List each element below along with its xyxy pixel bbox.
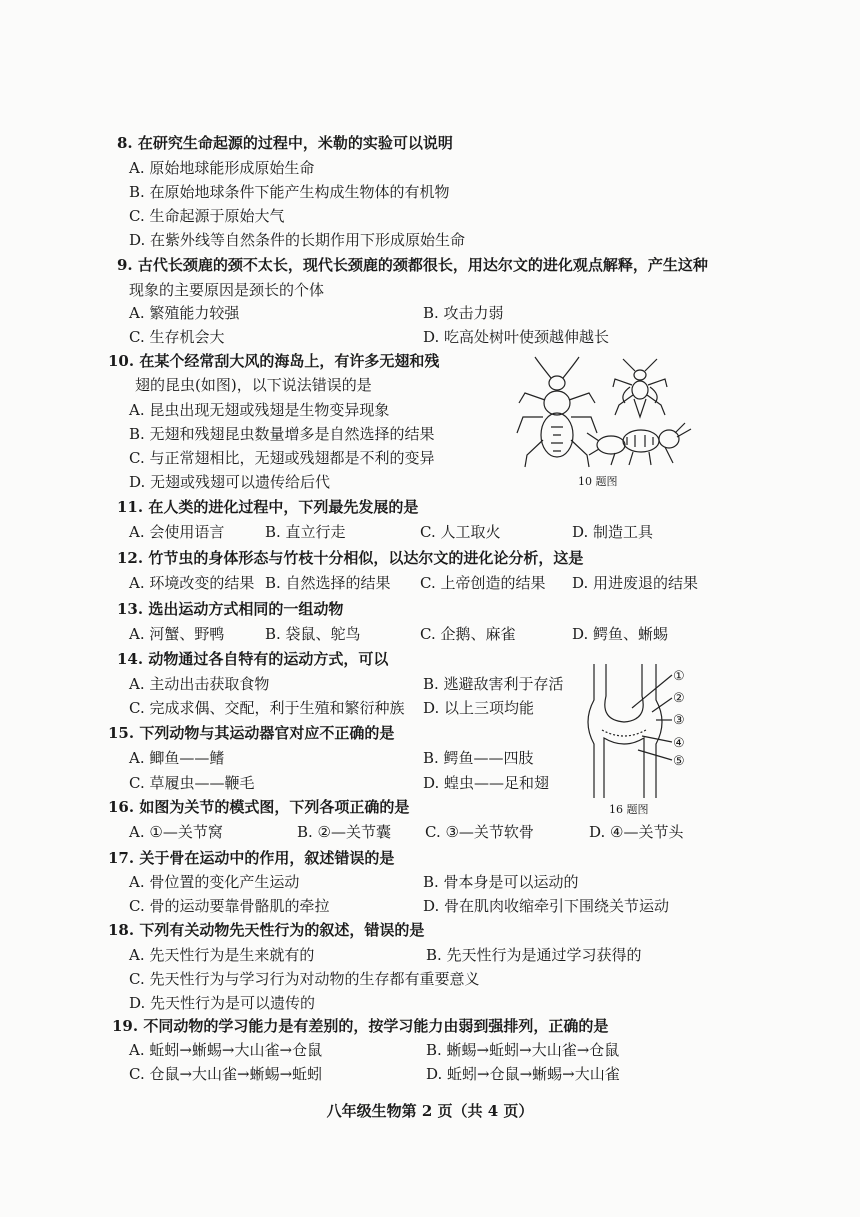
q15-option-a: A. 鲫鱼——鳍 [129,749,225,767]
q19-option-d: D. 蚯蚓→仓鼠→蜥蜴→大山雀 [426,1065,620,1083]
q19-option-b: B. 蜥蜴→蚯蚓→大山雀→仓鼠 [426,1041,620,1059]
q14-option-c: C. 完成求偶、交配，利于生殖和繁衍种族 [129,699,405,717]
joint-capsule-left [588,664,594,798]
q12-option-d: D. 用进废退的结果 [572,574,699,592]
joint-socket [604,738,644,798]
q17-option-c: C. 骨的运动要靠骨骼肌的牵拉 [129,897,330,915]
crawling-insect-icon [587,423,691,465]
q13-option-d: D. 鳄鱼、蜥蜴 [572,625,669,643]
q16-label-2: ② [673,691,685,706]
q12-option-c: C. 上帝创造的结果 [420,574,546,592]
vestigial-wing-insect-icon [613,359,667,417]
q18-option-a: A. 先天性行为是生来就有的 [129,946,315,964]
q12-stem: 12. 竹节虫的身体形态与竹枝十分相似，以达尔文的进化论分析，这是 [117,549,584,567]
q10-option-b: B. 无翅和残翅昆虫数量增多是自然选择的结果 [129,425,435,443]
q13-stem: 13. 选出运动方式相同的一组动物 [117,600,344,618]
q9-stem-line1: 9. 古代长颈鹿的颈不太长，现代长颈鹿的颈都很长，用达尔文的进化观点解释，产生这种 [117,256,708,274]
q15-stem: 15. 下列动物与其运动器官对应不正确的是 [108,724,395,742]
q9-option-d: D. 吃高处树叶使颈越伸越长 [423,328,610,346]
q9-option-b: B. 攻击力弱 [423,304,504,322]
q10-figure-caption: 10 题图 [578,475,618,488]
q9-stem-line2: 现象的主要原因是颈长的个体 [129,281,325,299]
q17-stem: 17. 关于骨在运动中的作用，叙述错误的是 [108,849,395,867]
q9-option-c: C. 生存机会大 [129,328,225,346]
q10-insects-figure [515,355,695,470]
q13-option-c: C. 企鹅、麻雀 [420,625,516,643]
q16-stem: 16. 如图为关节的模式图，下列各项正确的是 [108,798,410,816]
q11-option-c: C. 人工取火 [420,523,501,541]
q18-option-d: D. 先天性行为是可以遗传的 [129,994,316,1012]
q14-option-a: A. 主动出击获取食物 [129,675,270,693]
q19-stem: 19. 不同动物的学习能力是有差别的，按学习能力由弱到强排列，正确的是 [112,1017,609,1035]
q16-option-b: B. ②—关节囊 [297,823,392,841]
q16-label-4: ④ [673,736,685,751]
q19-option-c: C. 仓鼠→大山雀→蜥蜴→蚯蚓 [129,1065,323,1083]
q10-option-a: A. 昆虫出现无翅或残翅是生物变异现象 [129,401,390,419]
q15-option-b: B. 鳄鱼——四肢 [423,749,534,767]
q16-label-3: ③ [673,713,685,728]
q12-option-a: A. 环境改变的结果 [129,574,255,592]
q8-option-a: A. 原始地球能形成原始生命 [129,159,315,177]
q15-option-d: D. 蝗虫——足和翅 [423,774,550,792]
q18-option-b: B. 先天性行为是通过学习获得的 [426,946,642,964]
q11-option-d: D. 制造工具 [572,523,654,541]
q16-figure-caption: 16 题图 [609,803,649,816]
q8-option-c: C. 生命起源于原始大气 [129,207,285,225]
q18-option-c: C. 先天性行为与学习行为对动物的生存都有重要意义 [129,970,480,988]
joint-head [605,664,643,722]
q14-option-d: D. 以上三项均能 [423,699,535,717]
q14-option-b: B. 逃避敌害利于存活 [423,675,564,693]
q10-option-d: D. 无翅或残翅可以遗传给后代 [129,473,331,491]
q9-option-a: A. 繁殖能力较强 [129,304,240,322]
q14-stem: 14. 动物通过各自特有的运动方式，可以 [117,650,389,668]
q16-option-c: C. ③—关节软骨 [425,823,534,841]
q13-option-b: B. 袋鼠、鸵鸟 [265,625,361,643]
q18-stem: 18. 下列有关动物先天性行为的叙述，错误的是 [108,921,425,939]
q16-label-5: ⑤ [673,754,685,769]
q11-option-b: B. 直立行走 [265,523,346,541]
q17-option-d: D. 骨在肌肉收缩牵引下围绕关节运动 [423,897,670,915]
q8-option-b: B. 在原始地球条件下能产生构成生物体的有机物 [129,183,450,201]
q8-option-d: D. 在紫外线等自然条件的长期作用下形成原始生命 [129,231,466,249]
q13-option-a: A. 河蟹、野鸭 [129,625,225,643]
q12-option-b: B. 自然选择的结果 [265,574,391,592]
q15-option-c: C. 草履虫——鞭毛 [129,774,255,792]
page-footer: 八年级生物第 2 页（共 4 页） [326,1102,534,1120]
q17-option-b: B. 骨本身是可以运动的 [423,873,579,891]
q10-stem-line1: 10. 在某个经常刮大风的海岛上，有许多无翅和残 [108,352,440,370]
q16-option-a: A. ①—关节窝 [129,823,223,841]
q8-stem: 8. 在研究生命起源的过程中，米勒的实验可以说明 [117,134,453,152]
wingless-insect-icon [517,357,597,467]
q10-stem-line2: 翅的昆虫(如图)，以下说法错误的是 [135,376,372,394]
q19-option-a: A. 蚯蚓→蜥蜴→大山雀→仓鼠 [129,1041,323,1059]
q10-option-c: C. 与正常翅相比，无翅或残翅都是不利的变异 [129,449,435,467]
q11-stem: 11. 在人类的进化过程中，下列最先发展的是 [117,498,419,516]
q16-option-d: D. ④—关节头 [589,823,684,841]
q17-option-a: A. 骨位置的变化产生运动 [129,873,300,891]
q11-option-a: A. 会使用语言 [129,523,225,541]
q16-label-1: ① [673,669,685,684]
joint-cartilage [602,730,646,736]
